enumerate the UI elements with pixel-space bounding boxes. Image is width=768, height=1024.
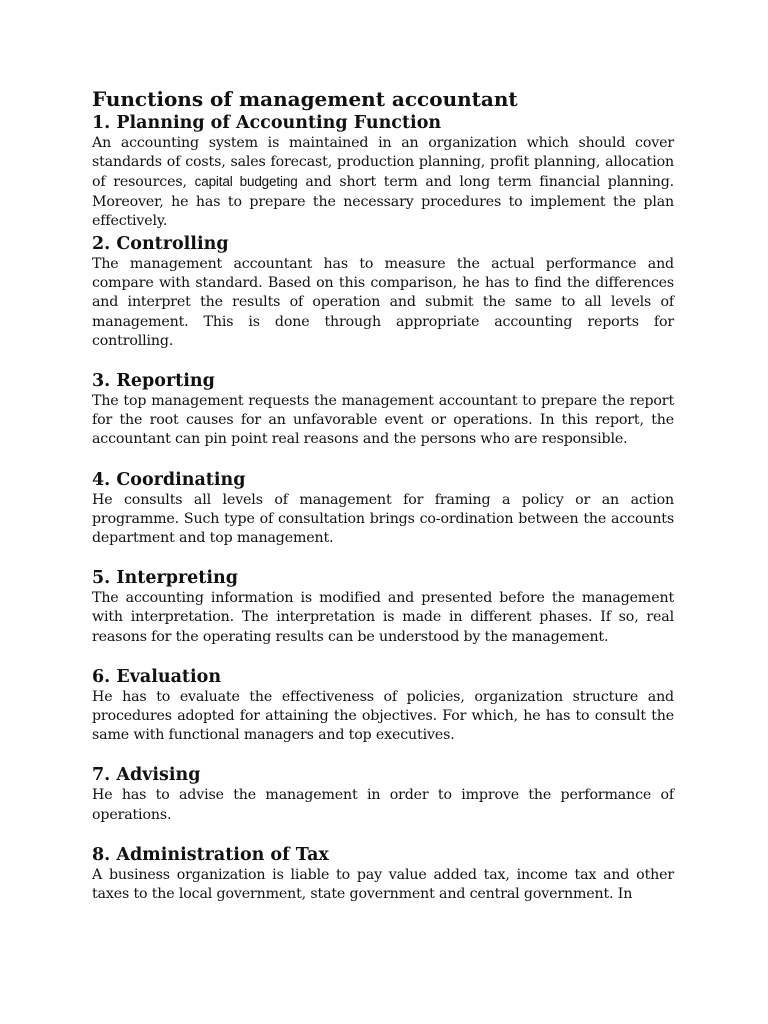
section-advising: [92, 764, 674, 824]
section-coordinating: [92, 469, 674, 549]
section-body: The top management requests the management accountant to prepare the report for the root causes for an unfavorable event or operations. In this report, the accountant can pin point real reasons and the persons who are responsible.: [92, 393, 674, 448]
section-body: He consults all levels of management for framing a policy or an action programme. Such type of consultation brings co-ordination between the accounts department and top management.: [92, 491, 674, 547]
section-heading: 1. Planning of Accounting Function: [92, 113, 442, 133]
section-administration-of-tax: [92, 844, 674, 904]
section-heading: 3. Reporting: [92, 371, 215, 392]
section-interpreting: [92, 567, 674, 647]
section-heading: 8. Administration of Tax: [92, 844, 329, 865]
section-heading: 2. Controlling: [92, 234, 229, 255]
capital-budgeting-link[interactable]: capital budgeting: [194, 174, 298, 190]
section-body: [92, 134, 674, 231]
section-evaluation: [92, 666, 674, 746]
section-heading: 4. Coordinating: [92, 469, 246, 490]
section-planning: [92, 112, 674, 231]
section-heading: 7. Advising: [92, 765, 201, 786]
document-title: Functions of management accountant: [92, 87, 518, 111]
section-heading: 6. Evaluation: [92, 666, 222, 687]
section-body-text: and short term and long term financial planning. Moreover, he has to prepare the necessary procedures to implement the plan effectively.: [92, 174, 675, 229]
section-reporting: [92, 370, 674, 450]
section-body: The management accountant has to measure the actual performance and compare with standard. Based on this comparison, he has to find the differences and interpret the results of operation and submit the same to all levels of management. This is done through appropriate accounting reports for controlling.: [92, 256, 674, 349]
document-page: [92, 86, 674, 904]
section-body: He has to advise the management in order to improve the performance of operations.: [92, 787, 674, 823]
section-body: He has to evaluate the effectiveness of policies, organization structure and procedures adopted for attaining the objectives. For which, he has to consult the same with functional managers and top executives.: [92, 688, 674, 744]
section-body-text: An accounting system is maintained in an organization which should cover standards of costs, sales forecast, production planning, profit planning, allocation of resources,: [92, 135, 674, 191]
section-controlling: [92, 233, 674, 351]
section-body: The accounting information is modified and presented before the management with interpretation. The interpretation is made in different phases. If so, real reasons for the operating results can be understood by the management.: [92, 590, 674, 645]
section-heading: 5. Interpreting: [92, 568, 238, 589]
section-body: A business organization is liable to pay value added tax, income tax and other taxes to the local government, state government and central government. In: [92, 866, 674, 903]
